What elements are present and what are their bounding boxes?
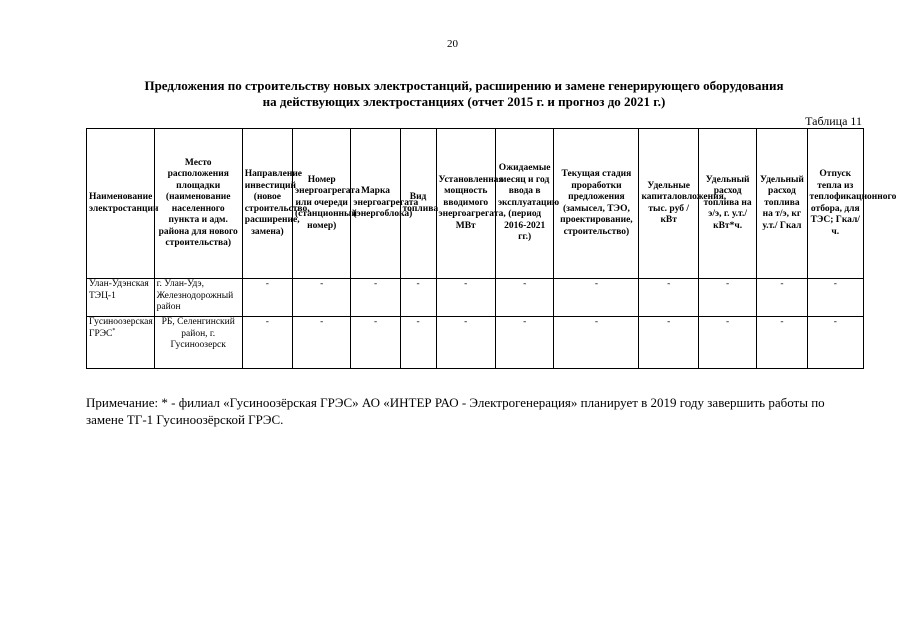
value-cell: - bbox=[639, 279, 698, 317]
value-cell: - bbox=[351, 279, 400, 317]
header-commissioning-date: Ожидаемые месяц и год ввода в эксплуатацию (период 2016-2021 гг.) bbox=[495, 129, 553, 279]
value-cell: - bbox=[436, 317, 495, 369]
header-station-name: Наименование электростанции bbox=[87, 129, 155, 279]
header-location: Место расположения площадки (наименование населенного пункта и адм. района для нового строительства) bbox=[154, 129, 242, 279]
header-proposal-stage: Текущая стадия проработки предложения (замысел, ТЭО, проектирование, строительство) bbox=[554, 129, 639, 279]
value-cell: - bbox=[495, 317, 553, 369]
footnote-marker: * bbox=[112, 327, 116, 334]
value-cell: - bbox=[293, 317, 351, 369]
power-plants-table bbox=[86, 128, 897, 369]
value-cell: - bbox=[807, 317, 863, 369]
header-fuel-type: Вид топлива bbox=[400, 129, 436, 279]
header-unit-model: Марка энергоагрегата (энергоблока) bbox=[351, 129, 400, 279]
value-cell: - bbox=[351, 317, 400, 369]
station-name-text: Гусиноозерская ГРЭС bbox=[89, 317, 153, 339]
table-row bbox=[87, 279, 864, 317]
value-cell: - bbox=[436, 279, 495, 317]
table-row bbox=[87, 317, 864, 369]
station-name-cell bbox=[87, 317, 155, 369]
value-cell: - bbox=[554, 279, 639, 317]
station-name-cell: Улан-Удэнская ТЭЦ-1 bbox=[87, 279, 155, 317]
value-cell: - bbox=[242, 317, 292, 369]
value-cell: - bbox=[554, 317, 639, 369]
table-title bbox=[60, 78, 868, 110]
header-investment-direction: Направление инвестиций (новое строительство, расширение, замена) bbox=[242, 129, 292, 279]
value-cell: - bbox=[639, 317, 698, 369]
table-number-label: Таблица 11 bbox=[805, 114, 862, 128]
page-number: 20 bbox=[447, 38, 458, 50]
value-cell: - bbox=[807, 279, 863, 317]
value-cell: - bbox=[698, 317, 756, 369]
value-cell: - bbox=[698, 279, 756, 317]
footnote-text: Примечание: * - филиал «Гусиноозёрская ГРЭС» АО «ИНТЕР РАО - Электрогенерация» планирует в 2019 году завершить работы по замене ТГ-1 Гусиноозёрской ГРЭС. bbox=[86, 395, 825, 427]
value-cell: - bbox=[495, 279, 553, 317]
header-fuel-rate-electric: Удельный расход топлива на э/э, г. у.т./ кВт*ч. bbox=[698, 129, 756, 279]
header-installed-capacity: Установленная мощность вводимого энергоагрегата, МВт bbox=[436, 129, 495, 279]
value-cell: - bbox=[757, 279, 807, 317]
value-cell: - bbox=[400, 317, 436, 369]
value-cell: - bbox=[242, 279, 292, 317]
header-fuel-rate-heat: Удельный расход топлива на т/э, кг у.т./ Гкал bbox=[757, 129, 807, 279]
value-cell: - bbox=[293, 279, 351, 317]
header-heat-supply: Отпуск тепла из теплофикационного отбора, для ТЭС; Гкал/ч. bbox=[807, 129, 863, 279]
value-cell: - bbox=[757, 317, 807, 369]
header-specific-investment: Удельные капиталовложения, тыс. руб /кВт bbox=[639, 129, 698, 279]
title-line-2: на действующих электростанциях (отчет 2015 г. и прогноз до 2021 г.) bbox=[262, 94, 666, 109]
location-cell: РБ, Селенгинский район, г. Гусиноозерск bbox=[154, 317, 242, 369]
value-cell: - bbox=[400, 279, 436, 317]
location-cell: г. Улан-Удэ, Железнодорожный район bbox=[154, 279, 242, 317]
title-line-1: Предложения по строительству новых электростанций, расширению и замене генерирующего оборудования bbox=[144, 78, 784, 93]
header-unit-number: Номер энергоагрегата или очереди (станционный номер) bbox=[293, 129, 351, 279]
